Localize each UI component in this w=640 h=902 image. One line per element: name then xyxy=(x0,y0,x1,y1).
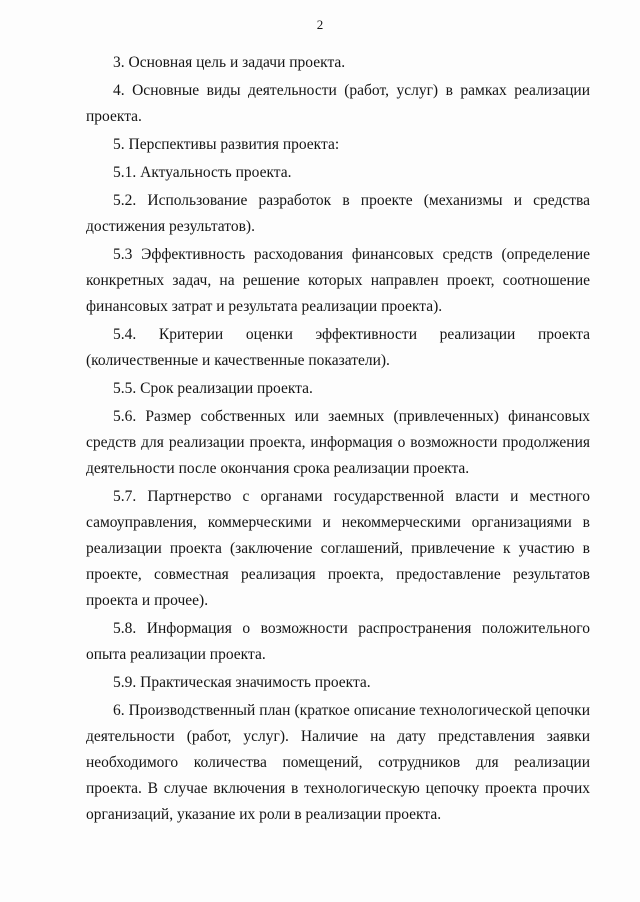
paragraph-section-5-8: 5.8. Информация о возможности распространения положительного опыта реализации проекта. xyxy=(86,620,590,663)
paragraph-section-5-7: 5.7. Партнерство с органами государственной власти и местного самоуправления, коммерческими и некоммерческими организациями в реализации проекта (заключение соглашений, привлечение к участию в проекте, совместная реализация проекта, предоставление результатов проекта и прочее). xyxy=(86,488,590,609)
paragraph-section-5-1: 5.1. Актуальность проекта. xyxy=(113,164,292,181)
page-number: 2 xyxy=(316,17,324,32)
paragraph-section-5-2: 5.2. Использование разработок в проекте (механизмы и средства достижения результатов). xyxy=(86,192,590,235)
paragraph-section-5-9: 5.9. Практическая значимость проекта. xyxy=(113,674,371,691)
paragraph-section-5-6: 5.6. Размер собственных или заемных (привлеченных) финансовых средств для реализации проекта, информация о возможности продолжения деятельности после окончания срока реализации проекта. xyxy=(86,408,590,477)
paragraph-section-6: 6. Производственный план (краткое описание технологической цепочки деятельности (работ, услуг). Наличие на дату представления заявки необходимого количества помещений, сотрудников для реализации проекта. В случае включения в технологическую цепочку проекта прочих организаций, указание их роли в реализации проекта. xyxy=(86,702,590,823)
paragraph-section-5-4: 5.4. Критерии оценки эффективности реализации проекта (количественные и качественные показатели). xyxy=(86,326,590,369)
document-body xyxy=(86,50,590,830)
paragraph-section-5-5: 5.5. Срок реализации проекта. xyxy=(113,380,313,397)
paragraph-section-5-3: 5.3 Эффективность расходования финансовых средств (определение конкретных задач, на решение которых направлен проект, соотношение финансовых затрат и результата реализации проекта). xyxy=(86,246,590,315)
paragraph-section-5: 5. Перспективы развития проекта: xyxy=(113,136,340,153)
paragraph-section-3: 3. Основная цель и задачи проекта. xyxy=(113,54,346,71)
paragraph-section-4: 4. Основные виды деятельности (работ, услуг) в рамках реализации проекта. xyxy=(86,82,590,125)
